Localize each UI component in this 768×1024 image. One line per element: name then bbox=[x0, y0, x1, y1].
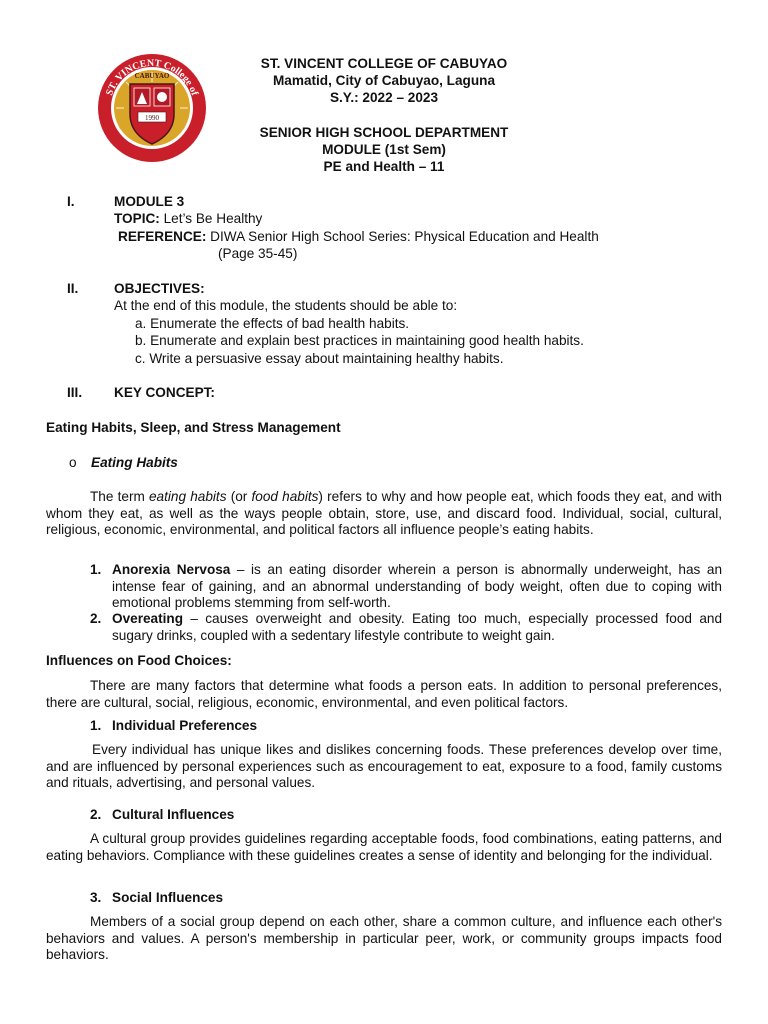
concept-heading: Eating Habits, Sleep, and Stress Management bbox=[46, 420, 341, 435]
list-item-anorexia bbox=[112, 562, 722, 612]
list-number: 1. bbox=[90, 718, 102, 733]
influences-intro: There are many factors that determine what foods a person eats. In addition to personal preferences, there are cultural, social, religious, economic, environmental, and even political factors. bbox=[46, 678, 722, 710]
objective-item: b. Enumerate and explain best practices in maintaining good health habits. bbox=[135, 333, 584, 348]
school-address: Mamatid, City of Cabuyao, Laguna bbox=[272, 73, 496, 88]
list-item-overeating bbox=[112, 611, 722, 644]
para-text: The term bbox=[90, 489, 149, 504]
list-number: 1. bbox=[90, 562, 102, 577]
term-eating-habits: eating habits bbox=[149, 489, 227, 504]
reference-value: DIWA Senior High School Series: Physical Education and Health bbox=[210, 229, 599, 244]
list-item-term: Overeating bbox=[112, 611, 184, 626]
list-number: 3. bbox=[90, 890, 102, 905]
bullet-marker: o bbox=[69, 455, 77, 470]
subject: PE and Health – 11 bbox=[323, 159, 445, 174]
list-number: 2. bbox=[90, 611, 102, 626]
list-item-text: – is an eating disorder wherein a person is abnormally underweight, has an intense fear of gaining, and an abnormal understanding of body weight, often due to coping with emotional problems stemming from self-worth. bbox=[112, 562, 722, 610]
section-2-numeral: II. bbox=[67, 281, 79, 296]
reference-pages: (Page 35-45) bbox=[218, 246, 298, 261]
para-text: ) refers to why and how people eat, which foods they eat, and with whom they eat, as well as the ways people obtain, store, use, and discard food. Individual, social, cultural, religious, economic, environmental, and political factors all influence people’s eating habits. bbox=[46, 489, 722, 537]
list-item-term: Anorexia Nervosa bbox=[112, 562, 231, 577]
module-label: MODULE (1st Sem) bbox=[322, 142, 446, 157]
section-1-title: MODULE 3 bbox=[114, 194, 185, 209]
list-item-text: – causes overweight and obesity. Eating too much, especially processed food and sugary drinks, coupled with a sedentary lifestyle contribute to weight gain. bbox=[112, 611, 722, 643]
reference-label: REFERENCE: bbox=[118, 229, 207, 244]
school-name: ST. VINCENT COLLEGE OF CABUYAO bbox=[260, 56, 508, 71]
logo-year: 1990 bbox=[145, 114, 159, 122]
term-food-habits: food habits bbox=[251, 489, 319, 504]
influence-title: Cultural Influences bbox=[112, 807, 235, 822]
logo-ring-text: ST. VINCENT College of bbox=[104, 57, 200, 98]
objective-item: c. Write a persuasive essay about maintaining healthy habits. bbox=[135, 351, 504, 366]
section-2-title: OBJECTIVES: bbox=[114, 281, 205, 296]
influence-text: Every individual has unique likes and dislikes concerning foods. These preferences develop over time, and are influenced by personal experiences such as encouragement to eat, exposure to a food, family customs and rituals, advertising, and personal values. bbox=[46, 742, 722, 790]
section-3-numeral: III. bbox=[67, 385, 83, 400]
influence-text: Members of a social group depend on each other, share a common culture, and influence each other's behaviors and values. A person's membership in particular peer, work, or community groups impacts food behaviors. bbox=[46, 914, 722, 962]
eating-habits-paragraph bbox=[46, 489, 722, 539]
list-number: 2. bbox=[90, 807, 102, 822]
objectives-intro: At the end of this module, the students should be able to: bbox=[114, 298, 458, 313]
section-1-numeral: I. bbox=[67, 194, 75, 209]
influence-title: Social Influences bbox=[112, 890, 224, 905]
influence-title: Individual Preferences bbox=[112, 718, 258, 733]
eating-habits-title: Eating Habits bbox=[91, 455, 178, 470]
school-year: S.Y.: 2022 – 2023 bbox=[329, 90, 439, 105]
para-text: (or bbox=[226, 489, 252, 504]
topic-label: TOPIC: bbox=[114, 211, 160, 226]
reference-line bbox=[118, 229, 599, 246]
topic-value: Let’s Be Healthy bbox=[163, 211, 263, 226]
objective-item: a. Enumerate the effects of bad health habits. bbox=[135, 316, 410, 331]
department: SENIOR HIGH SCHOOL DEPARTMENT bbox=[259, 125, 509, 140]
logo-cabuyao: CABUYAO bbox=[134, 72, 170, 80]
influences-heading: Influences on Food Choices: bbox=[46, 653, 232, 668]
section-3-title: KEY CONCEPT: bbox=[114, 385, 215, 400]
school-logo bbox=[96, 52, 208, 164]
influence-text: A cultural group provides guidelines regarding acceptable foods, food combinations, eating patterns, and eating behaviors. Compliance with these guidelines creates a sense of identity and belonging for the individual. bbox=[46, 831, 722, 863]
topic-line bbox=[114, 211, 262, 228]
